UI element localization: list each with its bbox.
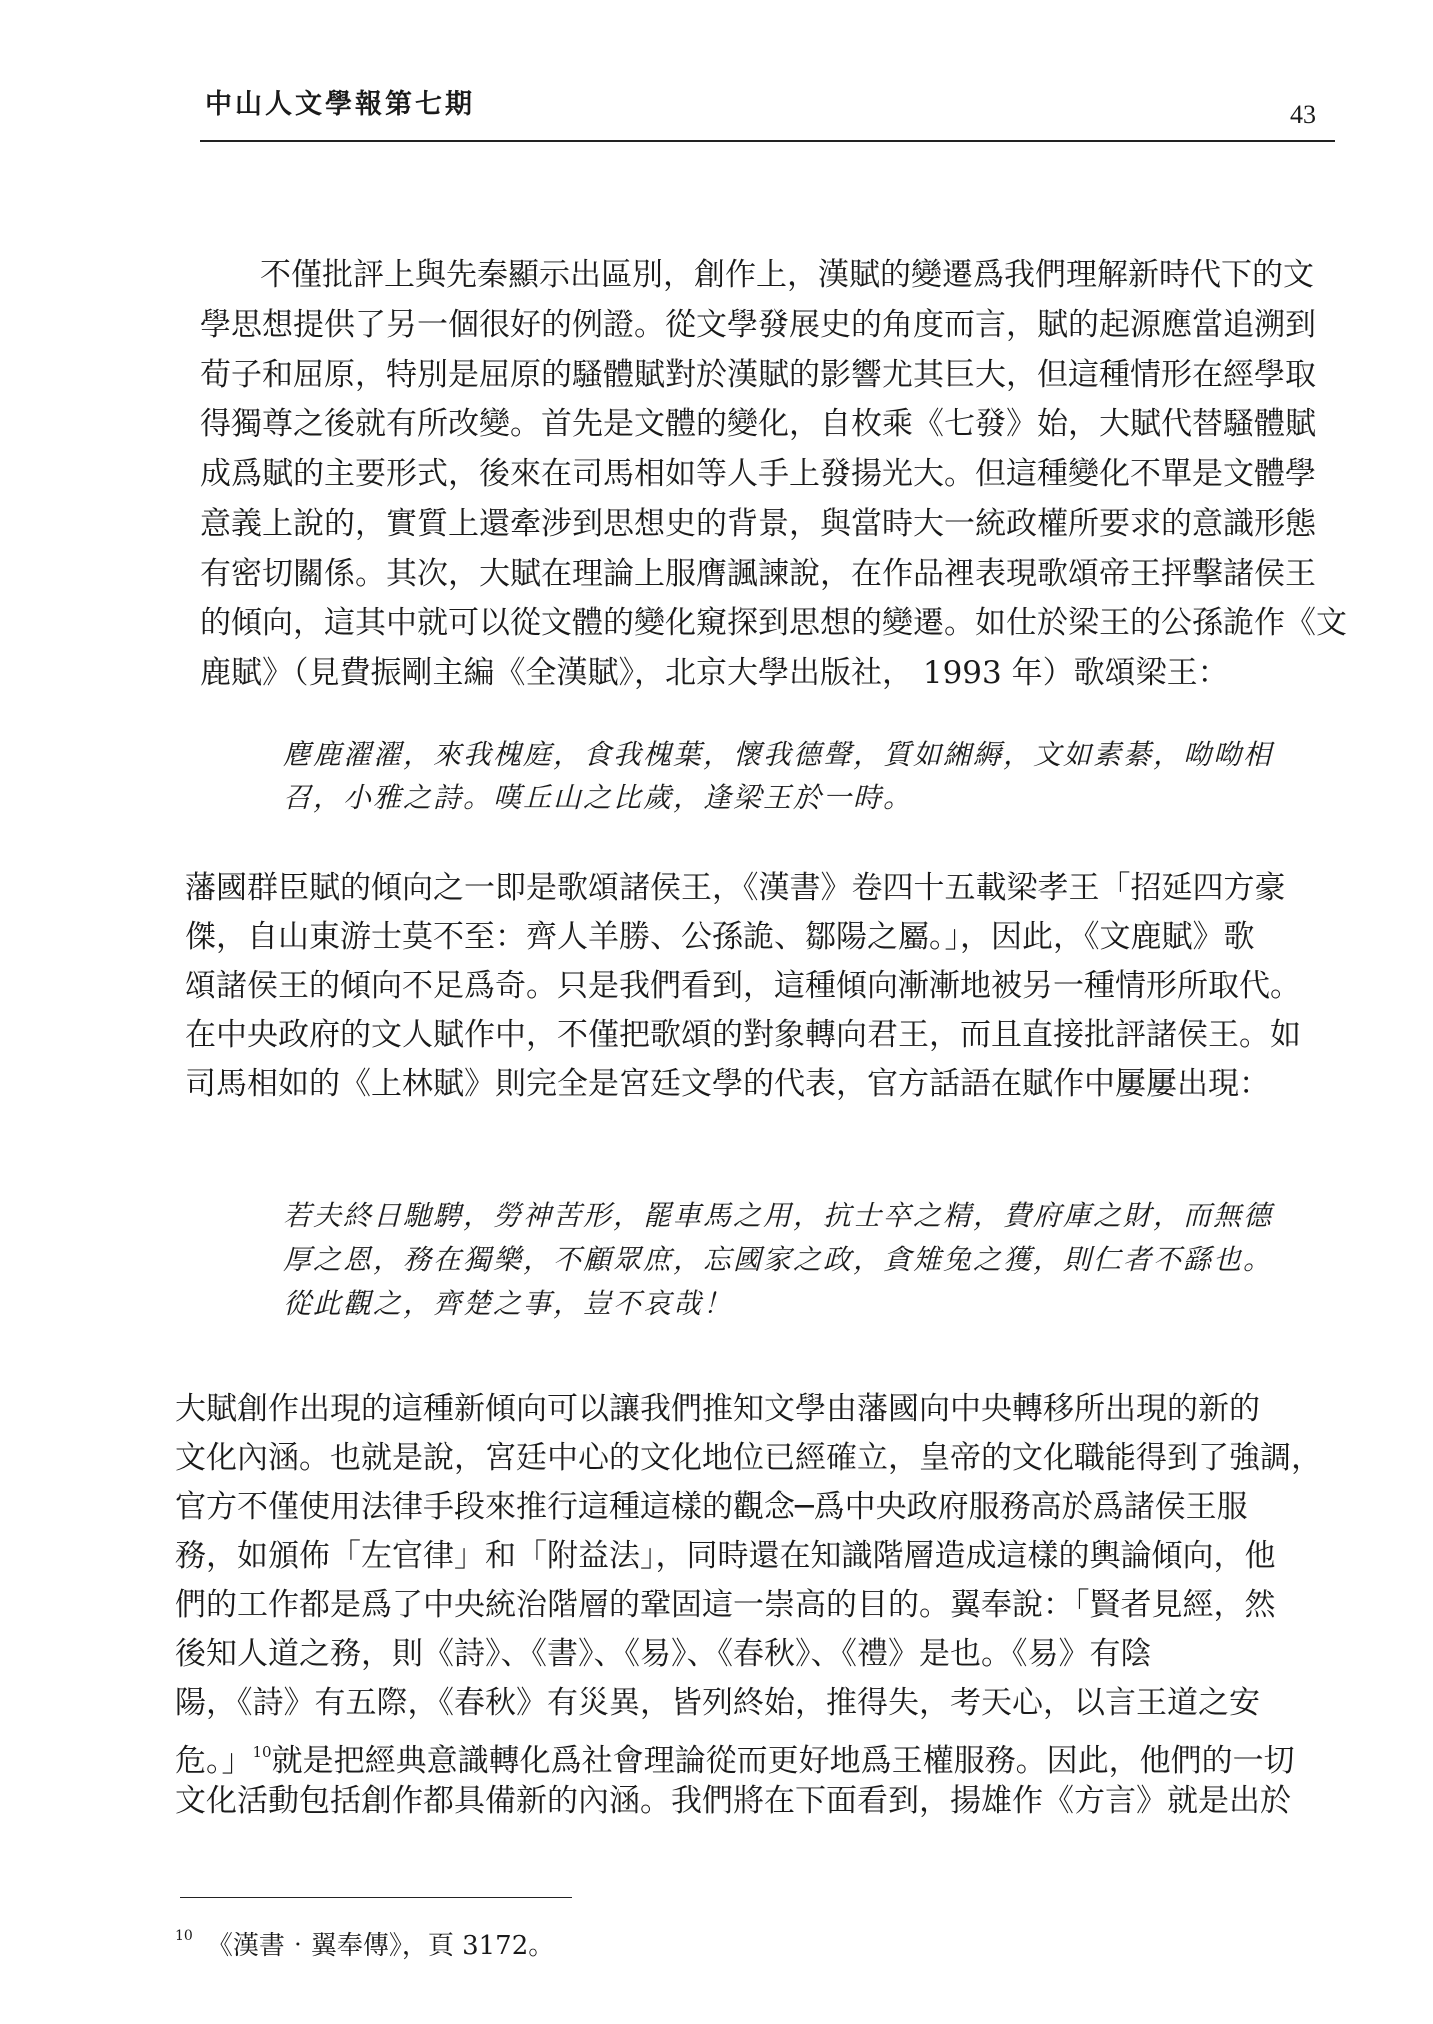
footnote-reference[interactable]: 10 [252,1743,272,1761]
quote-line: 厚之恩，務在獨樂，不顧眾庶，忘國家之政，貪雉兔之獲，則仁者不繇也。 [283,1243,1274,1276]
footnote-text: 《漢書‧翼奉傳》，頁 3172。 [206,1931,555,1961]
text-line: 文化活動包括創作都具備新的內涵。我們將在下面看到，揚雄作《方言》就是出於 [175,1783,1291,1819]
text-line: 荀子和屈原，特別是屈原的騷體賦對於漢賦的影響尤其巨大，但這種情形在經學取 [200,357,1316,393]
text-fragment: 危。」 [175,1743,253,1779]
text-fragment: 就是把經典意識轉化爲社會理論從而更好地爲王權服務。因此，他們的一切 [271,1743,1295,1779]
text-line: 學思想提供了另一個很好的例證。從文學發展史的角度而言，賦的起源應當追溯到 [200,307,1316,343]
text-line: 鹿賦》（見費振剛主編《全漢賦》，北京大學出版社， 1993 年）歌頌梁王： [200,655,1229,691]
text-line: 的傾向，這其中就可以從文體的變化窺探到思想的變遷。如仕於梁王的公孫詭作《文 [200,605,1347,641]
text-line: 官方不僅使用法律手段來推行這種這樣的觀念─爲中央政府服務高於爲諸侯王服 [175,1489,1248,1525]
quote-line: 若夫終日馳騁，勞神苦形，罷車馬之用，抗士卒之精，費府庫之財，而無德 [283,1199,1274,1232]
quote-line: 從此觀之，齊楚之事，豈不哀哉！ [283,1287,734,1320]
journal-title: 中山人文學報第七期 [205,89,475,120]
text-line: 藩國群臣賦的傾向之一即是歌頌諸侯王，《漢書》卷四十五載梁孝王「招延四方豪 [185,870,1286,906]
text-line: 們的工作都是爲了中央統治階層的鞏固這一崇高的目的。翼奉說：「賢者見經，然 [175,1587,1276,1623]
text-line: 在中央政府的文人賦作中，不僅把歌頌的對象轉向君王，而且直接批評諸侯王。如 [185,1017,1301,1053]
footnote-number: 10 [175,1928,193,1944]
text-line: 務，如頒佈「左官律」和「附益法」，同時還在知識階層造成這樣的輿論傾向，他 [175,1538,1276,1574]
text-line: 傑，自山東游士莫不至：齊人羊勝、公孫詭、鄒陽之屬。」，因此，《文鹿賦》歌 [185,919,1255,955]
text-line: 文化內涵。也就是說，宮廷中心的文化地位已經確立，皇帝的文化職能得到了強調， [175,1440,1322,1476]
footnote-rule [180,1897,572,1898]
text-line: 大賦創作出現的這種新傾向可以讓我們推知文學由藩國向中央轉移所出現的新的 [175,1391,1260,1427]
text-line: 意義上說的，實質上還牽涉到思想史的背景，與當時大一統政權所要求的意識形態 [200,506,1316,542]
quote-line: 召，小雅之詩。嘆丘山之比歲，逢梁王於一時。 [283,781,914,814]
text-line [175,1730,1295,1783]
text-line: 成爲賦的主要形式，後來在司馬相如等人手上發揚光大。但這種變化不單是文體學 [200,456,1316,492]
text-line: 司馬相如的《上林賦》則完全是宮廷文學的代表，官方話語在賦作中屢屢出現： [185,1066,1270,1102]
footnote [175,1925,554,1962]
text-line: 後知人道之務，則《詩》、《書》、《易》、《春秋》、《禮》是也。《易》有陰 [175,1636,1152,1672]
quote-line: 麀鹿濯濯，來我槐庭，食我槐葉，懷我德聲，質如緗縟，文如素綦，呦呦相 [283,738,1274,771]
text-line: 有密切關係。其次，大賦在理論上服膺諷諫說，在作品裡表現歌頌帝王抨擊諸侯王 [200,556,1316,592]
text-line: 陽，《詩》有五際，《春秋》有災異，皆列終始，推得失，考天心，以言王道之安 [175,1685,1260,1721]
text-line: 得獨尊之後就有所改變。首先是文體的變化，自枚乘《七發》始，大賦代替騷體賦 [200,406,1316,442]
text-line: 不僅批評上與先秦顯示出區別，創作上，漢賦的變遷爲我們理解新時代下的文 [260,257,1314,293]
page-number: 43 [1290,100,1316,129]
text-line: 頌諸侯王的傾向不足爲奇。只是我們看到，這種傾向漸漸地被另一種情形所取代。 [185,968,1301,1004]
header-rule [200,140,1335,142]
